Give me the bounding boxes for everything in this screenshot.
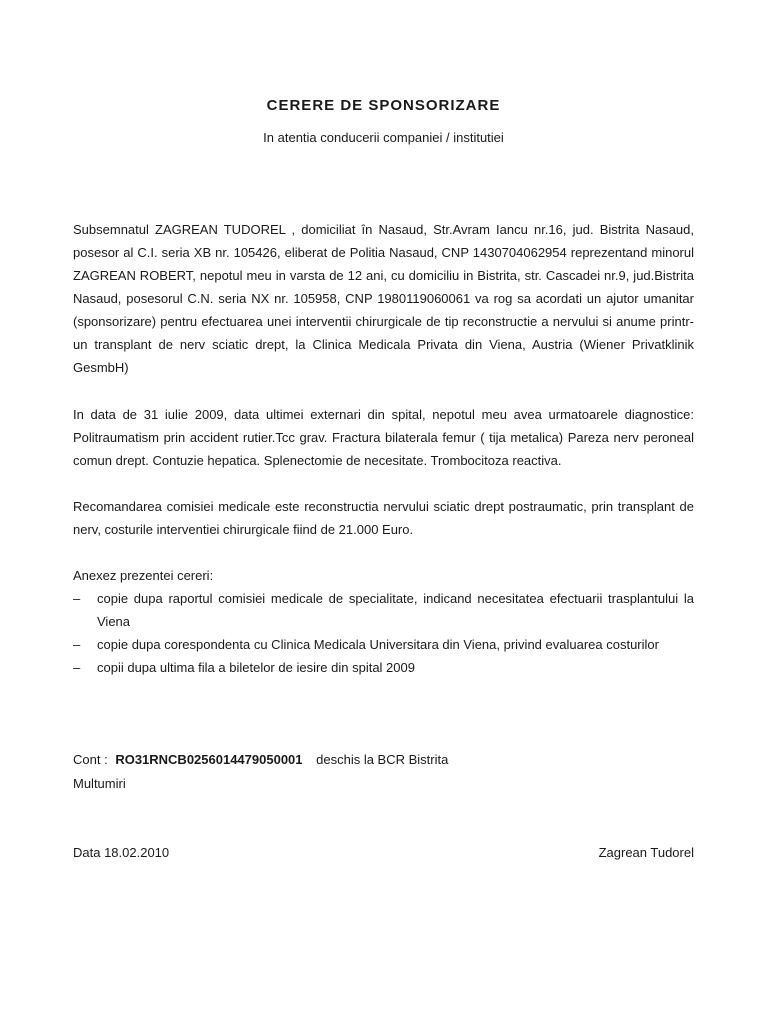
annex-list <box>73 587 694 679</box>
thanks-text: Multumiri <box>73 776 126 791</box>
annex-item <box>73 587 694 633</box>
annex-intro: Anexez prezentei cereri: <box>73 568 214 583</box>
account-bank: deschis la BCR Bistrita <box>316 752 449 767</box>
annex-item-text: copii dupa ultima fila a biletelor de iesire din spital 2009 <box>97 660 415 675</box>
paragraph-recommendation: Recomandarea comisiei medicale este reconstructia nervului sciatic drept postraumatic, prin transplant de nerv, costurile interventiei chirurgicale fiind de 21.000 Euro. <box>73 499 694 537</box>
paragraph-diagnosis: In data de 31 iulie 2009, data ultimei externari din spital, nepotul meu avea urmatoarele diagnostice: Politraumatism prin accident rutier.Tcc grav. Fractura bilaterala femur ( tija metalica) Pareza nerv peroneal comun drept. Contuzie hepatica. Splenectomie de necesitate. Trombocitoza reactiva. <box>73 407 694 468</box>
document-title: CERERE DE SPONSORIZARE <box>266 97 501 114</box>
account-line <box>73 748 694 771</box>
document-date: Data 18.02.2010 <box>73 845 170 860</box>
account-iban: RO31RNCB0256014479050001 <box>115 752 303 767</box>
bullet-dash: – <box>73 660 81 675</box>
annex-item <box>73 656 694 679</box>
document-footer <box>73 841 694 864</box>
bullet-dash: – <box>73 591 81 606</box>
document-subtitle: In atentia conducerii companiei / institutiei <box>263 130 504 145</box>
annex-item <box>73 633 694 656</box>
signature-name: Zagrean Tudorel <box>598 845 694 860</box>
account-label: Cont : <box>73 752 108 767</box>
bullet-dash: – <box>73 637 81 652</box>
annex-item-text: copie dupa corespondenta cu Clinica Medicala Universitara din Viena, privind evaluarea costurilor <box>97 637 659 652</box>
paragraph-request: Subsemnatul ZAGREAN TUDOREL , domiciliat în Nasaud, Str.Avram Iancu nr.16, jud. Bistrita Nasaud, posesor al C.I. seria XB nr. 105426, eliberat de Politia Nasaud, CNP 1430704062954 reprezentand minorul ZAGREAN ROBERT, nepotul meu in varsta de 12 ani, cu domiciliu in Bistrita, str. Cascadei nr.9, jud.Bistrita Nasaud, posesorul C.N. seria NX nr. 105958, CNP 1980119060061 va rog sa acordati un ajutor umanitar (sponsorizare) pentru efectuarea unei interventii chirurgicale de tip reconstructie a nervului si anume printr-un transplant de nerv sciatic drept, la Clinica Medicala Privata din Viena, Austria (Wiener Privatklinik GesmbH) <box>73 222 694 375</box>
annex-item-text: copie dupa raportul comisiei medicale de specialitate, indicand necesitatea efectuarii trasplantului la Viena <box>97 591 694 629</box>
document-page <box>73 0 694 1024</box>
